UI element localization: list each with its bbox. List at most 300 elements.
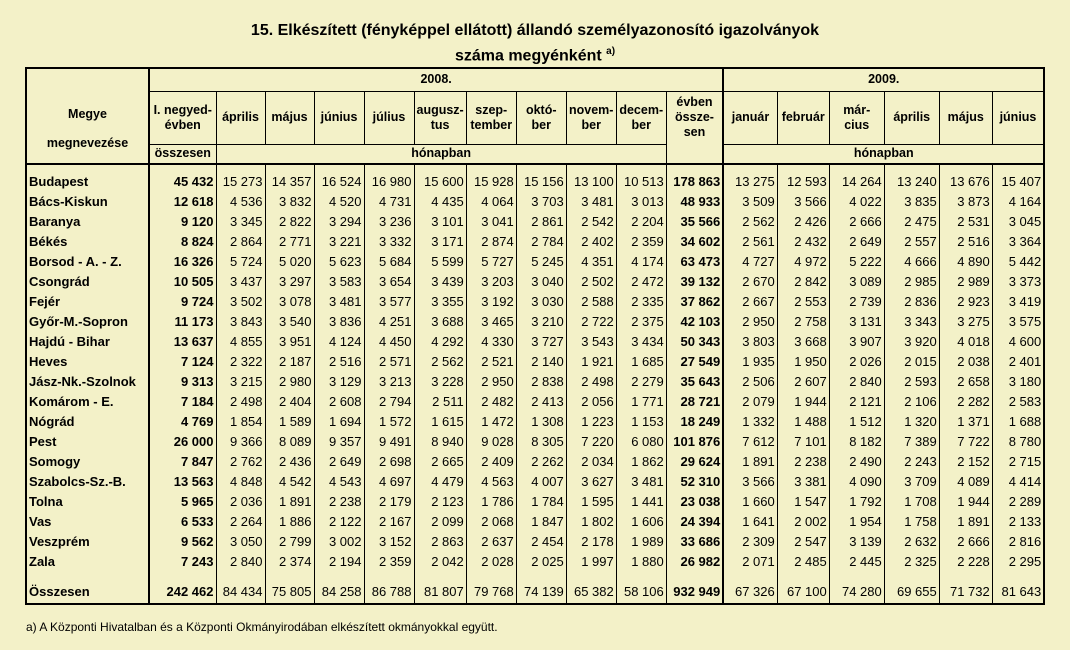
cell-8: 5 245 — [516, 251, 566, 271]
table-row — [26, 171, 1044, 191]
cell-3: 2 822 — [265, 211, 314, 231]
cell-9: 1 997 — [566, 551, 616, 571]
cell-7: 3 465 — [466, 311, 516, 331]
cell-10: 6 080 — [616, 431, 666, 451]
cell-7: 4 064 — [466, 191, 516, 211]
cell-14: 8 182 — [829, 431, 884, 451]
cell-3: 3 540 — [265, 311, 314, 331]
cell-15: 2 015 — [884, 351, 939, 371]
header-month-2008-1 — [216, 91, 265, 144]
cell-2: 1 854 — [216, 411, 265, 431]
cell-5: 3 213 — [364, 371, 414, 391]
header-year-2008: 2008. — [149, 68, 723, 91]
cell-16: 4 890 — [939, 251, 992, 271]
cell-4: 1 694 — [314, 411, 364, 431]
cell-9: 2 178 — [566, 531, 616, 551]
spacer-row — [26, 164, 1044, 171]
cell-11: 37 862 — [666, 291, 723, 311]
header-month-2008-8-line-2: ber — [581, 117, 601, 132]
table-row — [26, 231, 1044, 251]
cell-5: 4 731 — [364, 191, 414, 211]
county-name: Győr-M.-Sopron — [26, 311, 149, 331]
cell-15: 4 666 — [884, 251, 939, 271]
cell-14: 2 121 — [829, 391, 884, 411]
table-row — [26, 511, 1044, 531]
cell-13: 2 607 — [777, 371, 829, 391]
cell-10: 2 335 — [616, 291, 666, 311]
cell-15: 3 920 — [884, 331, 939, 351]
cell-8: 2 454 — [516, 531, 566, 551]
cell-11: 178 863 — [666, 171, 723, 191]
cell-16: 2 038 — [939, 351, 992, 371]
header-month-2008-4 — [364, 91, 414, 144]
cell-15: 2 985 — [884, 271, 939, 291]
cell-1: 7 124 — [149, 351, 216, 371]
cell-6: 3 355 — [414, 291, 466, 311]
cell-7: 3 041 — [466, 211, 516, 231]
cell-14: 2 666 — [829, 211, 884, 231]
cell-14: 74 280 — [829, 581, 884, 604]
cell-3: 8 089 — [265, 431, 314, 451]
cell-8: 4 007 — [516, 471, 566, 491]
cell-13: 2 547 — [777, 531, 829, 551]
header-month-2008-8-line-1: novem- — [569, 102, 614, 117]
cell-10: 3 013 — [616, 191, 666, 211]
table-row — [26, 331, 1044, 351]
cell-15: 1 758 — [884, 511, 939, 531]
cell-8: 2 413 — [516, 391, 566, 411]
county-name: Tolna — [26, 491, 149, 511]
cell-11: 26 982 — [666, 551, 723, 571]
header-month-2009-3-line-1: már- — [843, 102, 871, 117]
cell-8: 1 308 — [516, 411, 566, 431]
cell-4: 2 122 — [314, 511, 364, 531]
cell-3: 2 404 — [265, 391, 314, 411]
county-name: Vas — [26, 511, 149, 531]
data-table — [25, 67, 1045, 605]
cell-6: 3 101 — [414, 211, 466, 231]
cell-14: 3 907 — [829, 331, 884, 351]
header-month-2008-6-line-1: szep- — [475, 102, 508, 117]
cell-2: 2 498 — [216, 391, 265, 411]
cell-14: 1 792 — [829, 491, 884, 511]
cell-13: 1 547 — [777, 491, 829, 511]
cell-12: 2 506 — [742, 373, 775, 389]
cell-14: 2 445 — [829, 551, 884, 571]
cell-11: 24 394 — [666, 511, 723, 531]
cell-13: 2 426 — [777, 211, 829, 231]
header-q1-line-1: I. negyed- — [153, 102, 212, 117]
cell-15: 3 835 — [884, 191, 939, 211]
header-month-2009-4-line-1: április — [893, 110, 931, 124]
cell-8: 8 305 — [516, 431, 566, 451]
county-name: Nógrád — [26, 411, 149, 431]
cell-13: 7 101 — [777, 431, 829, 451]
cell-7: 2 637 — [466, 531, 516, 551]
cell-11: 18 249 — [666, 411, 723, 431]
cell-4: 3 836 — [314, 311, 364, 331]
cell-17: 8 780 — [992, 431, 1044, 451]
cell-11: 50 343 — [666, 331, 723, 351]
cell-13: 2 432 — [777, 231, 829, 251]
cell-2: 2 264 — [216, 511, 265, 531]
cell-8: 15 156 — [516, 171, 566, 191]
cell-10: 1 989 — [616, 531, 666, 551]
cell-1: 5 965 — [149, 491, 216, 511]
cell-4: 4 543 — [314, 471, 364, 491]
cell-2: 2 762 — [216, 451, 265, 471]
cell-17: 1 688 — [992, 411, 1044, 431]
header-evben-osszesen — [666, 91, 723, 144]
cell-6: 8 940 — [414, 431, 466, 451]
cell-16: 2 658 — [939, 371, 992, 391]
county-name: Jász-Nk.-Szolnok — [26, 371, 149, 391]
cell-4: 5 623 — [314, 251, 364, 271]
cell-1: 7 847 — [149, 451, 216, 471]
cell-17: 5 442 — [992, 251, 1044, 271]
cell-10: 58 106 — [616, 581, 666, 604]
cell-8: 2 140 — [516, 351, 566, 371]
county-name: Szabolcs-Sz.-B. — [26, 471, 149, 491]
cell-1: 45 432 — [149, 171, 216, 191]
cell-16: 3 873 — [939, 191, 992, 211]
county-name: Borsod - A. - Z. — [26, 251, 149, 271]
cell-13: 2 758 — [777, 311, 829, 331]
county-name: Heves — [26, 351, 149, 371]
header-evben-osszesen-line-1: évben — [676, 95, 713, 110]
cell-2: 5 724 — [216, 251, 265, 271]
header-year-2009: 2009. — [723, 68, 1044, 91]
cell-16: 4 089 — [939, 471, 992, 491]
cell-14: 2 026 — [829, 351, 884, 371]
cell-8: 74 139 — [516, 581, 566, 604]
cell-1: 16 326 — [149, 251, 216, 271]
cell-13: 2 238 — [777, 451, 829, 471]
cell-2: 3 345 — [216, 211, 265, 231]
table-row — [26, 191, 1044, 211]
cell-5: 3 236 — [364, 211, 414, 231]
cell-8: 2 784 — [516, 231, 566, 251]
cell-14: 4 022 — [829, 191, 884, 211]
cell-17: 3 419 — [992, 291, 1044, 311]
cell-5: 16 980 — [364, 171, 414, 191]
cell-9: 1 595 — [566, 491, 616, 511]
cell-9: 2 402 — [566, 231, 616, 251]
cell-6: 2 123 — [414, 491, 466, 511]
cell-1: 6 533 — [149, 511, 216, 531]
cell-13: 2 553 — [777, 291, 829, 311]
cell-4: 16 524 — [314, 171, 364, 191]
cell-9: 1 921 — [566, 351, 616, 371]
header-month-2009-3-line-2: cius — [844, 117, 870, 132]
cell-13: 2 842 — [777, 271, 829, 291]
cell-5: 3 577 — [364, 291, 414, 311]
table-row — [26, 251, 1044, 271]
cell-2: 84 434 — [216, 581, 265, 604]
cell-12: 2 667 — [742, 293, 775, 309]
cell-3: 75 805 — [265, 581, 314, 604]
header-month-2009-1 — [723, 91, 777, 144]
cell-11: 33 686 — [666, 531, 723, 551]
cell-11: 48 933 — [666, 191, 723, 211]
cell-15: 1 708 — [884, 491, 939, 511]
cell-16: 3 275 — [939, 311, 992, 331]
cell-13: 2 485 — [777, 551, 829, 571]
cell-10: 10 513 — [616, 171, 666, 191]
cell-8: 3 030 — [516, 291, 566, 311]
cell-3: 1 589 — [265, 411, 314, 431]
cell-16: 2 531 — [939, 211, 992, 231]
cell-12: 2 071 — [742, 553, 775, 569]
header-month-2008-9-line-2: ber — [631, 117, 651, 132]
cell-3: 2 771 — [265, 231, 314, 251]
cell-6: 3 439 — [414, 271, 466, 291]
county-name: Komárom - E. — [26, 391, 149, 411]
cell-14: 2 840 — [829, 371, 884, 391]
cell-1: 8 824 — [149, 231, 216, 251]
header-month-2008-6 — [466, 91, 516, 144]
cell-7: 4 563 — [466, 471, 516, 491]
header-month-2009-2 — [777, 91, 829, 144]
cell-4: 9 357 — [314, 431, 364, 451]
cell-10: 2 279 — [616, 371, 666, 391]
header-q1-line-2: évben — [164, 117, 201, 132]
cell-5: 2 571 — [364, 351, 414, 371]
cell-14: 14 264 — [829, 171, 884, 191]
header-megnevezese-label: megnevezése — [46, 136, 129, 150]
table-row — [26, 311, 1044, 331]
cell-12: 1 660 — [742, 493, 775, 509]
cell-2: 4 848 — [216, 471, 265, 491]
cell-10: 3 434 — [616, 331, 666, 351]
header-month-2008-2 — [265, 91, 314, 144]
county-name: Fejér — [26, 291, 149, 311]
cell-5: 4 251 — [364, 311, 414, 331]
cell-9: 2 588 — [566, 291, 616, 311]
county-name: Somogy — [26, 451, 149, 471]
header-month-2008-4-line-1: július — [372, 110, 406, 124]
header-month-2008-5 — [414, 91, 466, 144]
cell-10: 1 153 — [616, 411, 666, 431]
cell-14: 2 490 — [829, 451, 884, 471]
cell-13: 67 100 — [777, 581, 829, 604]
cell-9: 13 100 — [566, 171, 616, 191]
cell-15: 13 240 — [884, 171, 939, 191]
cell-12: 1 332 — [742, 413, 775, 429]
cell-3: 2 436 — [265, 451, 314, 471]
cell-14: 1 512 — [829, 411, 884, 431]
cell-1: 13 563 — [149, 471, 216, 491]
cell-7: 5 727 — [466, 251, 516, 271]
cell-2: 3 215 — [216, 371, 265, 391]
cell-17: 81 643 — [992, 581, 1044, 604]
cell-13: 1 488 — [777, 411, 829, 431]
cell-15: 2 243 — [884, 451, 939, 471]
cell-17: 4 600 — [992, 331, 1044, 351]
cell-8: 2 838 — [516, 371, 566, 391]
cell-16: 1 944 — [939, 491, 992, 511]
cell-3: 2 374 — [265, 551, 314, 571]
cell-13: 3 381 — [777, 471, 829, 491]
cell-6: 2 562 — [414, 351, 466, 371]
table-row — [26, 391, 1044, 411]
header-month-2008-7-line-1: októ- — [525, 102, 557, 117]
cell-14: 2 739 — [829, 291, 884, 311]
cell-12: 2 309 — [742, 533, 775, 549]
header-evben-osszesen-line-2: össze- — [675, 110, 714, 125]
cell-2: 2 036 — [216, 491, 265, 511]
header-month-2008-5-line-2: tus — [430, 117, 450, 132]
header-month-2009-3 — [829, 91, 884, 144]
cell-12: 2 562 — [742, 213, 775, 229]
cell-15: 3 343 — [884, 311, 939, 331]
cell-13: 4 972 — [777, 251, 829, 271]
cell-13: 12 593 — [777, 171, 829, 191]
cell-15: 2 836 — [884, 291, 939, 311]
cell-9: 2 034 — [566, 451, 616, 471]
cell-11: 34 602 — [666, 231, 723, 251]
cell-8: 1 784 — [516, 491, 566, 511]
header-month-2009-4 — [884, 91, 939, 144]
cell-1: 9 120 — [149, 211, 216, 231]
cell-11: 23 038 — [666, 491, 723, 511]
cell-4: 4 124 — [314, 331, 364, 351]
table-title — [0, 20, 1070, 66]
cell-14: 3 131 — [829, 311, 884, 331]
cell-12: 2 561 — [742, 233, 775, 249]
cell-1: 10 505 — [149, 271, 216, 291]
header-month-2008-9 — [616, 91, 666, 144]
cell-7: 2 068 — [466, 511, 516, 531]
cell-6: 4 292 — [414, 331, 466, 351]
county-name: Pest — [26, 431, 149, 451]
cell-16: 1 891 — [939, 511, 992, 531]
cell-4: 2 649 — [314, 451, 364, 471]
cell-12: 3 803 — [742, 333, 775, 349]
cell-17: 3 180 — [992, 371, 1044, 391]
cell-7: 2 950 — [466, 371, 516, 391]
cell-10: 2 375 — [616, 311, 666, 331]
cell-13: 3 566 — [777, 191, 829, 211]
cell-16: 2 152 — [939, 451, 992, 471]
cell-2: 4 536 — [216, 191, 265, 211]
cell-5: 86 788 — [364, 581, 414, 604]
cell-10: 1 771 — [616, 391, 666, 411]
cell-11: 39 132 — [666, 271, 723, 291]
cell-10: 2 359 — [616, 231, 666, 251]
county-name: Veszprém — [26, 531, 149, 551]
cell-17: 3 575 — [992, 311, 1044, 331]
cell-15: 2 475 — [884, 211, 939, 231]
cell-8: 3 703 — [516, 191, 566, 211]
cell-12: 1 935 — [742, 353, 775, 369]
header-month-2009-1-line-1: január — [731, 110, 770, 124]
county-name: Zala — [26, 551, 149, 571]
cell-2: 2 322 — [216, 351, 265, 371]
cell-8: 2 262 — [516, 451, 566, 471]
cell-6: 3 228 — [414, 371, 466, 391]
cell-5: 3 152 — [364, 531, 414, 551]
cell-1: 7 184 — [149, 391, 216, 411]
cell-10: 1 880 — [616, 551, 666, 571]
title-footnote-mark: a) — [606, 46, 616, 57]
cell-12: 13 275 — [734, 173, 775, 189]
header-month-2008-3-line-1: június — [320, 110, 358, 124]
cell-13: 2 002 — [777, 511, 829, 531]
cell-1: 7 243 — [149, 551, 216, 571]
cell-14: 1 954 — [829, 511, 884, 531]
table-row — [26, 431, 1044, 451]
cell-7: 2 028 — [466, 551, 516, 571]
county-name: Budapest — [26, 171, 149, 191]
cell-17: 2 289 — [992, 491, 1044, 511]
cell-1: 12 618 — [149, 191, 216, 211]
cell-14: 5 222 — [829, 251, 884, 271]
cell-7: 1 472 — [466, 411, 516, 431]
cell-9: 7 220 — [566, 431, 616, 451]
cell-5: 3 332 — [364, 231, 414, 251]
cell-2: 3 502 — [216, 291, 265, 311]
cell-17: 4 164 — [992, 191, 1044, 211]
cell-10: 1 606 — [616, 511, 666, 531]
header-month-2008-6-line-2: tember — [470, 117, 513, 132]
cell-3: 2 799 — [265, 531, 314, 551]
cell-9: 3 481 — [566, 191, 616, 211]
cell-4: 3 221 — [314, 231, 364, 251]
cell-17: 2 295 — [992, 551, 1044, 571]
cell-7: 3 203 — [466, 271, 516, 291]
table-row — [26, 531, 1044, 551]
header-evben-spacer — [666, 144, 723, 164]
cell-2: 2 840 — [216, 551, 265, 571]
cell-12: 2 079 — [742, 393, 775, 409]
cell-12: 1 641 — [742, 513, 775, 529]
cell-6: 2 042 — [414, 551, 466, 571]
cell-6: 4 435 — [414, 191, 466, 211]
cell-11: 101 876 — [666, 431, 723, 451]
cell-6: 4 479 — [414, 471, 466, 491]
cell-6: 5 599 — [414, 251, 466, 271]
county-name: Összesen — [26, 581, 149, 604]
table-row — [26, 471, 1044, 491]
cell-17: 2 401 — [992, 351, 1044, 371]
cell-12: 4 727 — [742, 253, 775, 269]
cell-1: 9 313 — [149, 371, 216, 391]
cell-17: 2 133 — [992, 511, 1044, 531]
cell-3: 1 891 — [265, 491, 314, 511]
table-row — [26, 491, 1044, 511]
cell-12: 2 950 — [742, 313, 775, 329]
cell-15: 2 632 — [884, 531, 939, 551]
cell-17: 4 414 — [992, 471, 1044, 491]
table-row — [26, 551, 1044, 571]
cell-9: 2 056 — [566, 391, 616, 411]
cell-3: 3 297 — [265, 271, 314, 291]
cell-15: 2 325 — [884, 551, 939, 571]
cell-10: 2 472 — [616, 271, 666, 291]
cell-2: 3 050 — [216, 531, 265, 551]
cell-4: 4 520 — [314, 191, 364, 211]
cell-8: 1 847 — [516, 511, 566, 531]
cell-2: 9 366 — [216, 431, 265, 451]
table-row — [26, 271, 1044, 291]
cell-1: 4 769 — [149, 411, 216, 431]
header-megye — [26, 68, 149, 164]
cell-13: 3 668 — [777, 331, 829, 351]
cell-16: 2 282 — [939, 391, 992, 411]
cell-6: 3 688 — [414, 311, 466, 331]
cell-17: 3 045 — [992, 211, 1044, 231]
